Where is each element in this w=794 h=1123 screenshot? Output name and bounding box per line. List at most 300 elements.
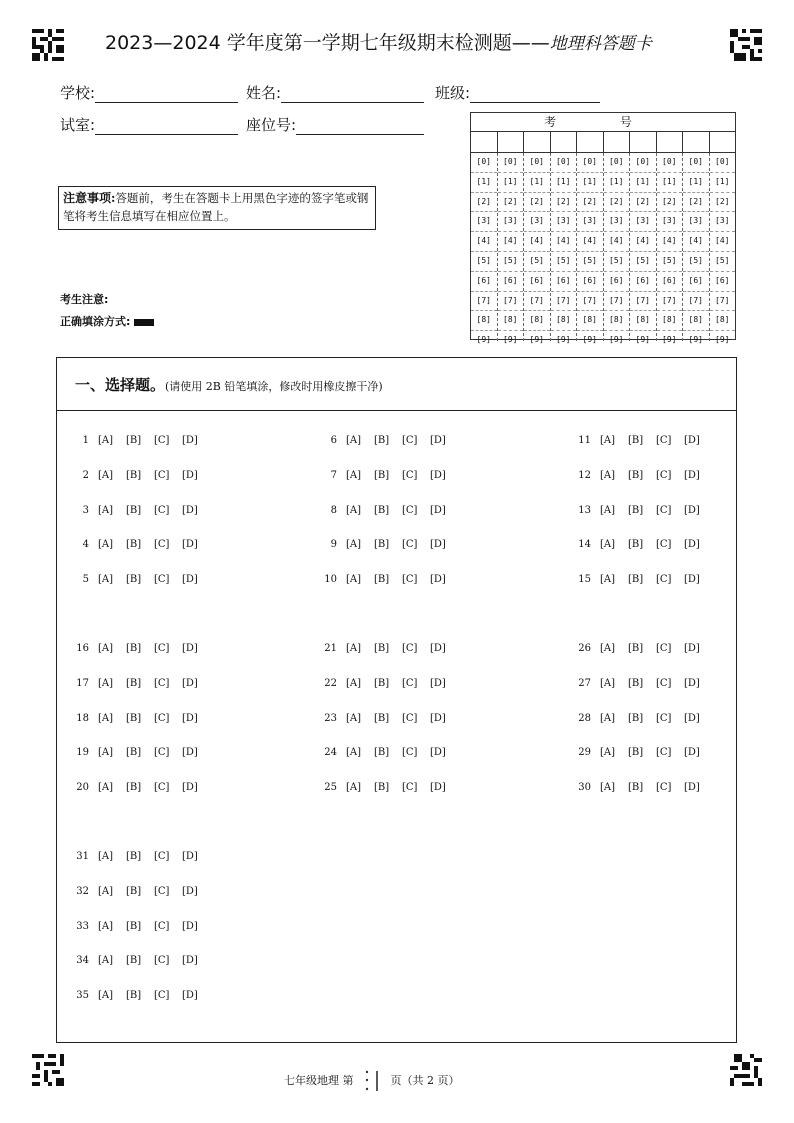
class-line[interactable]: [470, 88, 600, 103]
exam-digit-bubble[interactable]: [8]: [683, 311, 709, 331]
answer-bubble-b[interactable]: [B]: [126, 990, 142, 1002]
question-number: 34: [76, 955, 89, 967]
exam-digit-bubble[interactable]: [2]: [498, 193, 524, 213]
answer-bubble-c[interactable]: [C]: [656, 539, 672, 551]
answer-bubble-b[interactable]: [B]: [374, 539, 390, 551]
answer-bubble-c[interactable]: [C]: [154, 712, 170, 724]
answer-bubble-b[interactable]: [B]: [628, 677, 644, 689]
answer-bubble-a[interactable]: [A]: [600, 712, 616, 724]
exam-digit-bubble[interactable]: [0]: [471, 153, 497, 173]
exam-digit-bubble[interactable]: [5]: [657, 252, 683, 272]
exam-digit-bubble[interactable]: [1]: [551, 173, 577, 193]
exam-digit-bubble[interactable]: [1]: [630, 173, 656, 193]
answer-bubble-a[interactable]: [A]: [98, 677, 114, 689]
exam-digit-bubble[interactable]: [8]: [604, 311, 630, 331]
question-row: [315, 539, 458, 550]
exam-digit-write-box[interactable]: [551, 132, 578, 152]
exam-digit-write-box[interactable]: [604, 132, 631, 152]
answer-bubble-c[interactable]: [C]: [154, 504, 170, 516]
answer-bubble-c[interactable]: [C]: [402, 574, 418, 586]
question-number: 11: [578, 435, 591, 446]
answer-bubble-d[interactable]: [D]: [430, 574, 446, 586]
seat-label: 座位号:: [246, 116, 297, 134]
exam-digit-column: [471, 153, 498, 345]
exam-digit-bubble[interactable]: [0]: [604, 153, 630, 173]
answer-bubble-a[interactable]: [A]: [600, 643, 616, 654]
exam-digit-bubble[interactable]: [9]: [556, 335, 571, 345]
exam-digit-write-box[interactable]: [524, 132, 551, 152]
answer-bubble-d[interactable]: [D]: [684, 574, 700, 586]
exam-digit-bubble[interactable]: [8]: [524, 311, 550, 331]
candidate-notes-label: 考生注意:: [60, 293, 109, 306]
answer-bubble-d[interactable]: [D]: [430, 469, 446, 481]
exam-digit-bubble[interactable]: [9]: [609, 335, 624, 345]
answer-bubble-d[interactable]: [D]: [430, 504, 446, 516]
exam-digit-write-box[interactable]: [471, 132, 498, 152]
answer-bubble-a[interactable]: [A]: [600, 677, 616, 689]
fill-method: [60, 313, 154, 329]
answer-bubble-c[interactable]: [C]: [154, 990, 170, 1002]
answer-bubble-d[interactable]: [D]: [430, 712, 446, 724]
answer-bubble-a[interactable]: [A]: [346, 469, 362, 481]
exam-digit-bubble[interactable]: [6]: [471, 272, 497, 292]
answer-bubble-c[interactable]: [C]: [402, 747, 418, 759]
answer-bubble-c[interactable]: [C]: [154, 539, 170, 551]
exam-digit-bubble[interactable]: [1]: [524, 173, 550, 193]
exam-digit-bubble[interactable]: [4]: [683, 232, 709, 252]
room-label: 试室:: [60, 116, 96, 134]
answer-bubble-c[interactable]: [C]: [402, 677, 418, 689]
answer-bubble-b[interactable]: [B]: [126, 574, 142, 586]
exam-digit-bubble[interactable]: [4]: [657, 232, 683, 252]
exam-digit-bubble[interactable]: [8]: [657, 311, 683, 331]
answer-bubble-b[interactable]: [B]: [126, 712, 142, 724]
answer-bubble-b[interactable]: [B]: [628, 712, 644, 724]
answer-bubble-d[interactable]: [D]: [182, 851, 198, 862]
question-number: 20: [76, 782, 89, 794]
answer-bubble-b[interactable]: [B]: [126, 504, 142, 516]
answer-bubble-c[interactable]: [C]: [656, 747, 672, 759]
answer-bubble-d[interactable]: [D]: [182, 539, 198, 551]
exam-digit-bubble[interactable]: [3]: [551, 212, 577, 232]
exam-digit-bubble[interactable]: [7]: [524, 292, 550, 312]
answer-bubble-d[interactable]: [D]: [182, 990, 198, 1002]
exam-digit-bubble[interactable]: [3]: [471, 212, 497, 232]
answer-bubble-a[interactable]: [A]: [98, 747, 114, 759]
exam-digit-bubble[interactable]: [3]: [657, 212, 683, 232]
answer-bubble-a[interactable]: [A]: [600, 435, 616, 446]
answer-bubble-c[interactable]: [C]: [402, 469, 418, 481]
exam-digit-bubble[interactable]: [5]: [577, 252, 603, 272]
answer-bubble-a[interactable]: [A]: [98, 782, 114, 794]
answer-bubble-a[interactable]: [A]: [98, 955, 114, 967]
exam-digit-bubble[interactable]: [5]: [630, 252, 656, 272]
exam-digit-bubble[interactable]: [0]: [524, 153, 550, 173]
exam-digit-bubble[interactable]: [6]: [683, 272, 709, 292]
exam-digit-bubble[interactable]: [8]: [498, 311, 524, 331]
seat-line[interactable]: [296, 120, 424, 135]
answer-bubble-c[interactable]: [C]: [154, 747, 170, 759]
answer-bubble-c[interactable]: [C]: [154, 435, 170, 446]
exam-digit-bubble[interactable]: [5]: [524, 252, 550, 272]
answer-bubble-c[interactable]: [C]: [656, 574, 672, 586]
answer-bubble-d[interactable]: [D]: [684, 504, 700, 516]
answer-bubble-d[interactable]: [D]: [182, 435, 198, 446]
exam-digit-bubble[interactable]: [4]: [471, 232, 497, 252]
exam-digit-bubble[interactable]: [4]: [577, 232, 603, 252]
exam-digit-bubble[interactable]: [3]: [524, 212, 550, 232]
exam-digit-bubble[interactable]: [2]: [471, 193, 497, 213]
exam-digit-bubble[interactable]: [6]: [524, 272, 550, 292]
exam-digit-bubble[interactable]: [4]: [604, 232, 630, 252]
exam-digit-bubble[interactable]: [3]: [577, 212, 603, 232]
answer-bubble-b[interactable]: [B]: [628, 469, 644, 481]
question-number: 19: [76, 747, 89, 759]
exam-digit-bubble[interactable]: [6]: [657, 272, 683, 292]
exam-digit-bubble[interactable]: [4]: [630, 232, 656, 252]
exam-digit-bubble[interactable]: [6]: [630, 272, 656, 292]
room-field[interactable]: [60, 114, 238, 135]
answer-bubble-b[interactable]: [B]: [126, 851, 142, 862]
answer-bubble-b[interactable]: [B]: [126, 955, 142, 967]
answer-bubble-a[interactable]: [A]: [98, 643, 114, 654]
room-line[interactable]: [95, 120, 238, 135]
answer-bubble-b[interactable]: [B]: [374, 712, 390, 724]
exam-digit-write-box[interactable]: [630, 132, 657, 152]
answer-bubble-c[interactable]: [C]: [402, 539, 418, 551]
exam-digit-bubble[interactable]: [2]: [710, 193, 736, 213]
answer-bubble-a[interactable]: [A]: [98, 920, 114, 932]
answer-bubble-d[interactable]: [D]: [684, 435, 700, 446]
answer-bubble-a[interactable]: [A]: [600, 782, 616, 794]
exam-digit-bubble[interactable]: [8]: [710, 311, 736, 331]
exam-digit-bubble[interactable]: [3]: [630, 212, 656, 232]
answer-bubble-b[interactable]: [B]: [628, 782, 644, 794]
answer-bubble-c[interactable]: [C]: [154, 469, 170, 481]
exam-digit-bubble[interactable]: [0]: [498, 153, 524, 173]
answer-bubble-b[interactable]: [B]: [628, 504, 644, 516]
exam-digit-bubble[interactable]: [7]: [683, 292, 709, 312]
exam-digit-bubble[interactable]: [8]: [630, 311, 656, 331]
exam-digit-column: [630, 153, 657, 345]
question-number: 30: [578, 782, 591, 794]
exam-digit-bubble[interactable]: [9]: [529, 335, 544, 345]
answer-bubble-c[interactable]: [C]: [402, 504, 418, 516]
answer-bubble-d[interactable]: [D]: [684, 747, 700, 759]
exam-digit-bubble[interactable]: [1]: [683, 173, 709, 193]
exam-digit-bubble[interactable]: [3]: [498, 212, 524, 232]
answer-bubble-d[interactable]: [D]: [182, 885, 198, 897]
exam-digit-bubble[interactable]: [1]: [604, 173, 630, 193]
exam-digit-write-box[interactable]: [577, 132, 604, 152]
exam-digit-column: [683, 153, 710, 345]
answer-bubble-a[interactable]: [A]: [346, 504, 362, 516]
answer-bubble-b[interactable]: [B]: [374, 435, 390, 446]
qr-code-top-right: [730, 29, 762, 61]
exam-digit-bubble[interactable]: [5]: [498, 252, 524, 272]
answer-bubble-b[interactable]: [B]: [628, 747, 644, 759]
answer-bubble-c[interactable]: [C]: [656, 469, 672, 481]
answer-bubble-d[interactable]: [D]: [182, 469, 198, 481]
exam-digit-bubble[interactable]: [0]: [657, 153, 683, 173]
answer-bubble-c[interactable]: [C]: [154, 920, 170, 932]
exam-digit-bubble[interactable]: [1]: [471, 173, 497, 193]
question-row: [569, 470, 712, 481]
school-line[interactable]: [95, 88, 238, 103]
exam-digit-bubble[interactable]: [2]: [524, 193, 550, 213]
name-line[interactable]: [281, 88, 424, 103]
answer-bubble-b[interactable]: [B]: [126, 920, 142, 932]
answer-bubble-b[interactable]: [B]: [374, 782, 390, 794]
answer-bubble-d[interactable]: [D]: [684, 643, 700, 654]
exam-digit-bubble[interactable]: [9]: [688, 335, 703, 345]
answer-bubble-a[interactable]: [A]: [600, 574, 616, 586]
answer-bubble-b[interactable]: [B]: [126, 643, 142, 654]
section-header: [57, 358, 736, 411]
exam-digit-write-box[interactable]: [657, 132, 684, 152]
answer-bubble-d[interactable]: [D]: [182, 782, 198, 794]
answer-bubble-d[interactable]: [D]: [684, 782, 700, 794]
exam-number-title: 考 号: [471, 113, 735, 132]
exam-digit-column: [551, 153, 578, 345]
exam-digit-bubble[interactable]: [2]: [630, 193, 656, 213]
exam-digit-bubble[interactable]: [3]: [683, 212, 709, 232]
answer-bubble-d[interactable]: [D]: [430, 539, 446, 551]
answer-bubble-d[interactable]: [D]: [182, 643, 198, 654]
exam-number-write-row[interactable]: [471, 132, 735, 153]
answer-bubble-d[interactable]: [D]: [430, 782, 446, 794]
exam-digit-bubble[interactable]: [3]: [604, 212, 630, 232]
exam-digit-bubble[interactable]: [2]: [683, 193, 709, 213]
answer-bubble-a[interactable]: [A]: [98, 990, 114, 1002]
exam-digit-bubble[interactable]: [4]: [710, 232, 736, 252]
exam-digit-bubble[interactable]: [5]: [471, 252, 497, 272]
answer-bubble-c[interactable]: [C]: [154, 574, 170, 586]
answer-bubble-c[interactable]: [C]: [154, 677, 170, 689]
answer-bubble-c[interactable]: [C]: [656, 677, 672, 689]
answer-bubble-b[interactable]: [B]: [374, 747, 390, 759]
question-number: 5: [82, 574, 89, 586]
exam-digit-bubble[interactable]: [0]: [577, 153, 603, 173]
exam-digit-bubble[interactable]: [4]: [498, 232, 524, 252]
answer-bubble-d[interactable]: [D]: [182, 747, 198, 759]
answer-bubble-b[interactable]: [B]: [126, 469, 142, 481]
question-row: [315, 747, 458, 758]
qr-code-top-left: [32, 29, 64, 61]
answer-bubble-a[interactable]: [A]: [600, 539, 616, 551]
qr-code-bottom-left: [32, 1054, 64, 1086]
exam-digit-bubble[interactable]: [7]: [577, 292, 603, 312]
answer-bubble-b[interactable]: [B]: [628, 435, 644, 446]
question-number: 25: [324, 782, 337, 794]
answer-bubble-a[interactable]: [A]: [346, 574, 362, 586]
class-field[interactable]: [435, 82, 600, 103]
answer-bubble-d[interactable]: [D]: [182, 920, 198, 932]
answer-bubble-c[interactable]: [C]: [656, 435, 672, 446]
exam-digit-bubble[interactable]: [9]: [635, 335, 650, 345]
question-number: 15: [578, 574, 591, 586]
answer-bubble-d[interactable]: [D]: [684, 469, 700, 481]
exam-digit-bubble[interactable]: [0]: [630, 153, 656, 173]
exam-digit-bubble[interactable]: [9]: [662, 335, 677, 345]
answer-bubble-b[interactable]: [B]: [628, 539, 644, 551]
exam-digit-bubble[interactable]: [6]: [498, 272, 524, 292]
answer-bubble-a[interactable]: [A]: [98, 712, 114, 724]
exam-digit-bubble[interactable]: [8]: [471, 311, 497, 331]
answer-bubble-c[interactable]: [C]: [154, 885, 170, 897]
answer-bubble-a[interactable]: [A]: [346, 782, 362, 794]
answer-bubble-c[interactable]: [C]: [656, 782, 672, 794]
answer-bubble-b[interactable]: [B]: [126, 885, 142, 897]
answer-bubble-b[interactable]: [B]: [374, 504, 390, 516]
answer-bubble-a[interactable]: [A]: [346, 677, 362, 689]
answer-bubble-c[interactable]: [C]: [154, 782, 170, 794]
answer-bubble-a[interactable]: [A]: [98, 504, 114, 516]
exam-digit-bubble[interactable]: [9]: [503, 335, 518, 345]
answer-bubble-a[interactable]: [A]: [346, 747, 362, 759]
answer-bubble-b[interactable]: [B]: [374, 469, 390, 481]
answer-bubble-c[interactable]: [C]: [402, 782, 418, 794]
answer-bubble-a[interactable]: [A]: [98, 851, 114, 862]
exam-digit-bubble[interactable]: [5]: [551, 252, 577, 272]
answer-bubble-a[interactable]: [A]: [600, 469, 616, 481]
question-row: [67, 470, 210, 481]
name-field[interactable]: [246, 82, 424, 103]
exam-digit-bubble[interactable]: [7]: [657, 292, 683, 312]
exam-digit-bubble[interactable]: [2]: [604, 193, 630, 213]
exam-digit-bubble[interactable]: [7]: [551, 292, 577, 312]
answer-bubble-c[interactable]: [C]: [154, 643, 170, 654]
question-number: 6: [330, 435, 337, 446]
answer-bubble-c[interactable]: [C]: [402, 712, 418, 724]
exam-digit-bubble[interactable]: [6]: [551, 272, 577, 292]
exam-digit-bubble[interactable]: [7]: [498, 292, 524, 312]
title-subject: 地理科答题卡: [549, 34, 652, 54]
answer-bubble-c[interactable]: [C]: [656, 504, 672, 516]
answer-bubble-d[interactable]: [D]: [182, 712, 198, 724]
answer-bubble-d[interactable]: [D]: [182, 504, 198, 516]
exam-digit-bubble[interactable]: [8]: [551, 311, 577, 331]
answer-bubble-b[interactable]: [B]: [126, 677, 142, 689]
question-number: 23: [324, 712, 337, 724]
school-field[interactable]: [60, 82, 238, 103]
answer-bubble-a[interactable]: [A]: [346, 539, 362, 551]
answer-bubble-a[interactable]: [A]: [98, 574, 114, 586]
answer-bubble-a[interactable]: [A]: [98, 469, 114, 481]
question-number: 12: [578, 469, 591, 481]
answer-bubble-b[interactable]: [B]: [628, 643, 644, 654]
answer-bubble-d[interactable]: [D]: [182, 677, 198, 689]
exam-number-grid: [470, 112, 736, 345]
exam-digit-bubble[interactable]: [7]: [630, 292, 656, 312]
question-number: 2: [82, 469, 89, 481]
exam-digit-bubble[interactable]: [2]: [657, 193, 683, 213]
answer-bubble-a[interactable]: [A]: [346, 435, 362, 446]
exam-digit-bubble[interactable]: [2]: [551, 193, 577, 213]
exam-digit-bubble[interactable]: [1]: [577, 173, 603, 193]
answer-bubble-c[interactable]: [C]: [402, 435, 418, 446]
answer-bubble-c[interactable]: [C]: [656, 712, 672, 724]
answer-bubble-a[interactable]: [A]: [346, 712, 362, 724]
exam-digit-column: [498, 153, 525, 345]
exam-digit-bubble[interactable]: [6]: [604, 272, 630, 292]
answer-bubble-d[interactable]: [D]: [684, 539, 700, 551]
exam-digit-bubble[interactable]: [8]: [577, 311, 603, 331]
answer-bubble-c[interactable]: [C]: [402, 643, 418, 654]
answer-bubble-d[interactable]: [D]: [684, 677, 700, 689]
question-row: [67, 990, 210, 1001]
answer-bubble-d[interactable]: [D]: [182, 574, 198, 586]
exam-digit-bubble[interactable]: [2]: [577, 193, 603, 213]
answer-bubble-d[interactable]: [D]: [430, 435, 446, 446]
exam-digit-bubble[interactable]: [9]: [476, 335, 491, 345]
question-number: 14: [578, 539, 591, 551]
answer-bubble-a[interactable]: [A]: [600, 747, 616, 759]
answer-bubble-d[interactable]: [D]: [430, 677, 446, 689]
answer-bubble-a[interactable]: [A]: [346, 643, 362, 654]
exam-digit-bubble[interactable]: [0]: [683, 153, 709, 173]
exam-digit-bubble[interactable]: [5]: [683, 252, 709, 272]
answer-bubble-b[interactable]: [B]: [126, 747, 142, 759]
exam-digit-bubble[interactable]: [9]: [582, 335, 597, 345]
answer-bubble-a[interactable]: [A]: [98, 435, 114, 446]
answer-bubble-b[interactable]: [B]: [374, 643, 390, 654]
answer-bubble-b[interactable]: [B]: [126, 539, 142, 551]
exam-digit-bubble[interactable]: [0]: [710, 153, 736, 173]
answer-bubble-d[interactable]: [D]: [684, 712, 700, 724]
question-number: 17: [76, 677, 89, 689]
answer-bubble-b[interactable]: [B]: [374, 677, 390, 689]
answer-bubble-c[interactable]: [C]: [154, 851, 170, 862]
exam-digit-bubble[interactable]: [9]: [715, 335, 730, 345]
exam-digit-bubble[interactable]: [1]: [657, 173, 683, 193]
answer-bubble-b[interactable]: [B]: [374, 574, 390, 586]
exam-digit-write-box[interactable]: [498, 132, 525, 152]
exam-digit-bubble[interactable]: [7]: [710, 292, 736, 312]
question-row: [569, 643, 712, 654]
exam-digit-bubble[interactable]: [6]: [577, 272, 603, 292]
exam-digit-bubble[interactable]: [3]: [710, 212, 736, 232]
exam-digit-bubble[interactable]: [7]: [471, 292, 497, 312]
answer-bubble-c[interactable]: [C]: [656, 643, 672, 654]
answer-bubble-d[interactable]: [D]: [182, 955, 198, 967]
exam-digit-write-box[interactable]: [710, 132, 736, 152]
answer-bubble-b[interactable]: [B]: [126, 435, 142, 446]
seat-field[interactable]: [246, 114, 424, 135]
exam-digit-bubble[interactable]: [5]: [710, 252, 736, 272]
question-number: 13: [578, 504, 591, 516]
answer-bubble-d[interactable]: [D]: [430, 747, 446, 759]
exam-digit-bubble[interactable]: [7]: [604, 292, 630, 312]
choice-section: [56, 357, 737, 1043]
answer-bubble-b[interactable]: [B]: [628, 574, 644, 586]
exam-digit-bubble[interactable]: [4]: [524, 232, 550, 252]
exam-digit-bubble[interactable]: [6]: [710, 272, 736, 292]
answer-bubble-b[interactable]: [B]: [126, 782, 142, 794]
exam-digit-bubble[interactable]: [1]: [710, 173, 736, 193]
answer-bubble-c[interactable]: [C]: [154, 955, 170, 967]
answer-bubble-a[interactable]: [A]: [98, 885, 114, 897]
exam-digit-bubble[interactable]: [0]: [551, 153, 577, 173]
question-number: 8: [330, 504, 337, 516]
exam-digit-bubble[interactable]: [5]: [604, 252, 630, 272]
answer-bubble-a[interactable]: [A]: [98, 539, 114, 551]
exam-digit-write-box[interactable]: [683, 132, 710, 152]
exam-digit-bubble[interactable]: [4]: [551, 232, 577, 252]
exam-digit-bubble[interactable]: [1]: [498, 173, 524, 193]
answer-bubble-a[interactable]: [A]: [600, 504, 616, 516]
answer-bubble-d[interactable]: [D]: [430, 643, 446, 654]
